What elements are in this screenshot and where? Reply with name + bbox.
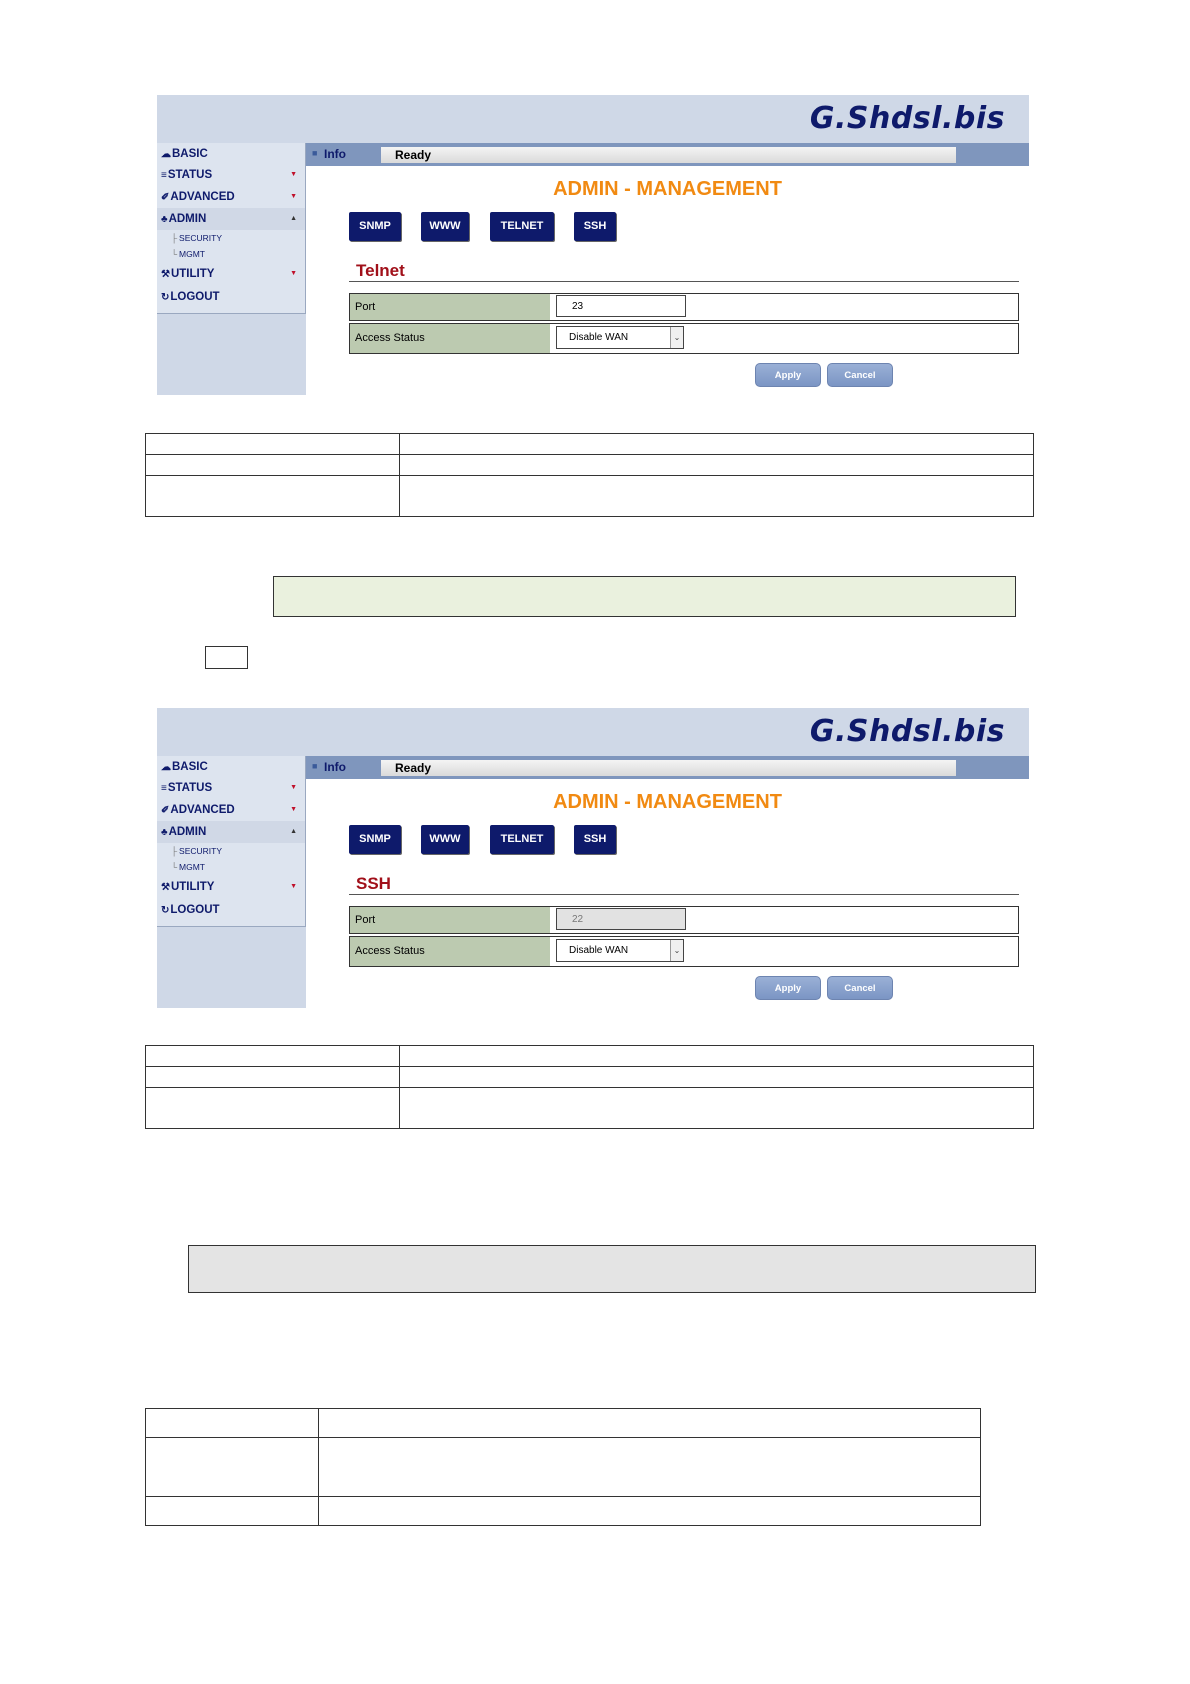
description-table-1 xyxy=(145,433,1034,517)
table-row xyxy=(146,455,1034,476)
table-cell xyxy=(319,1438,981,1497)
menu-item-status[interactable] xyxy=(157,777,305,799)
port-label: Port xyxy=(350,294,552,320)
menu-item-status[interactable] xyxy=(157,164,305,186)
table-cell xyxy=(146,1067,400,1088)
menu-item-admin[interactable] xyxy=(157,208,305,230)
page-title: ADMIN - MANAGEMENT xyxy=(553,791,782,813)
menu-item-label: ADVANCED xyxy=(170,191,235,203)
tab-telnet[interactable]: TELNET xyxy=(490,212,554,241)
status-field: Ready xyxy=(381,760,956,776)
port-row xyxy=(349,293,1019,321)
sidebar-menu xyxy=(157,756,306,927)
tree-branch-icon: ├ xyxy=(171,846,178,856)
tree-branch-icon: ├ xyxy=(171,233,178,243)
access-status-row xyxy=(349,936,1019,967)
menu-item-label: UTILITY xyxy=(170,268,215,280)
menu-item-advanced[interactable] xyxy=(157,799,305,821)
brand-logo: G.Shdsl.bis xyxy=(809,101,1005,136)
note-box xyxy=(188,1245,1036,1293)
port-input[interactable]: 22 xyxy=(556,908,686,930)
cloud-icon: ☁ xyxy=(161,149,171,160)
chevron-down-icon: ⌄ xyxy=(670,940,683,961)
status-icon: ≡ xyxy=(161,170,167,181)
chevron-down-icon: ▼ xyxy=(290,806,297,813)
tab-snmp[interactable]: SNMP xyxy=(349,212,401,241)
section-title: SSH xyxy=(356,874,391,893)
table-cell xyxy=(146,476,400,517)
access-status-label: Access Status xyxy=(350,937,552,966)
table-cell xyxy=(400,1067,1034,1088)
menu-item-label: ADVANCED xyxy=(170,804,235,816)
logout-icon: ↻ xyxy=(161,905,170,916)
submenu-item-label: MGMT xyxy=(179,249,205,259)
menu-item-utility[interactable] xyxy=(157,263,305,285)
menu-item-label: ADMIN xyxy=(168,213,207,225)
description-table-3 xyxy=(145,1408,981,1526)
submenu-item-mgmt[interactable] xyxy=(171,860,205,874)
table-cell xyxy=(400,1088,1034,1129)
table-cell xyxy=(146,1088,400,1129)
table-row xyxy=(146,1438,981,1497)
step-box xyxy=(205,646,248,669)
table-cell xyxy=(146,1046,400,1067)
menu-item-label: STATUS xyxy=(167,169,213,181)
info-dot-icon: ■ xyxy=(312,761,318,771)
menu-item-label: STATUS xyxy=(167,782,213,794)
menu-item-label: UTILITY xyxy=(170,881,215,893)
cancel-button[interactable]: Cancel xyxy=(827,976,893,1000)
chevron-down-icon: ▼ xyxy=(290,270,297,277)
menu-item-label: BASIC xyxy=(172,761,208,773)
status-icon: ≡ xyxy=(161,783,167,794)
info-label: Info xyxy=(324,760,346,774)
sidebar-menu xyxy=(157,143,306,314)
submenu-item-security[interactable] xyxy=(171,844,222,858)
access-status-row xyxy=(349,323,1019,354)
table-row xyxy=(146,434,1034,455)
menu-item-label: ADMIN xyxy=(168,826,207,838)
section-divider xyxy=(349,281,1019,282)
access-status-value: Disable WAN xyxy=(569,945,629,956)
port-row xyxy=(349,906,1019,934)
table-cell xyxy=(146,1497,319,1526)
tab-ssh[interactable]: SSH xyxy=(574,825,616,854)
router-ui-screenshot-telnet xyxy=(157,95,1029,395)
table-cell xyxy=(319,1409,981,1438)
sidebar xyxy=(157,756,306,1008)
menu-item-label: LOGOUT xyxy=(170,904,220,916)
submenu-item-security[interactable] xyxy=(171,231,222,245)
chevron-down-icon: ▼ xyxy=(290,193,297,200)
tree-branch-icon: └ xyxy=(171,249,178,259)
section-title: Telnet xyxy=(356,261,405,280)
tab-ssh[interactable]: SSH xyxy=(574,212,616,241)
pencil-icon: ✐ xyxy=(161,805,170,816)
table-cell xyxy=(400,476,1034,517)
port-label: Port xyxy=(350,907,552,933)
pencil-icon: ✐ xyxy=(161,192,170,203)
tools-icon: ⚒ xyxy=(161,882,170,893)
main-content xyxy=(306,779,1029,1008)
table-cell xyxy=(146,455,400,476)
apply-button[interactable]: Apply xyxy=(755,976,821,1000)
table-row xyxy=(146,1497,981,1526)
table-cell xyxy=(400,1046,1034,1067)
tab-telnet[interactable]: TELNET xyxy=(490,825,554,854)
chevron-down-icon: ⌄ xyxy=(670,327,683,348)
chevron-down-icon: ▼ xyxy=(290,171,297,178)
menu-item-logout[interactable] xyxy=(157,899,305,921)
menu-item-basic[interactable] xyxy=(157,143,305,165)
info-bar xyxy=(306,143,1029,166)
page-title: ADMIN - MANAGEMENT xyxy=(553,178,782,200)
info-label: Info xyxy=(324,147,346,161)
table-cell xyxy=(319,1497,981,1526)
chevron-up-icon: ▲ xyxy=(290,215,297,222)
note-box xyxy=(273,576,1016,617)
table-cell xyxy=(400,434,1034,455)
table-cell xyxy=(146,1438,319,1497)
chevron-down-icon: ▼ xyxy=(290,883,297,890)
table-row xyxy=(146,1046,1034,1067)
table-cell xyxy=(400,455,1034,476)
port-input[interactable]: 23 xyxy=(556,295,686,317)
admin-icon: ♣ xyxy=(161,214,168,225)
table-row xyxy=(146,1409,981,1438)
menu-item-advanced[interactable] xyxy=(157,186,305,208)
access-status-select[interactable] xyxy=(556,326,684,349)
tab-www[interactable]: WWW xyxy=(421,825,469,854)
tools-icon: ⚒ xyxy=(161,269,170,280)
menu-item-logout[interactable] xyxy=(157,286,305,308)
router-ui-screenshot-ssh xyxy=(157,708,1029,1008)
table-cell xyxy=(146,1409,319,1438)
chevron-up-icon: ▲ xyxy=(290,828,297,835)
access-status-value: Disable WAN xyxy=(569,332,629,343)
logout-icon: ↻ xyxy=(161,292,170,303)
menu-item-label: LOGOUT xyxy=(170,291,220,303)
section-divider xyxy=(349,894,1019,895)
table-row xyxy=(146,476,1034,517)
header-banner xyxy=(157,708,1029,756)
submenu-item-mgmt[interactable] xyxy=(171,247,205,261)
access-status-select[interactable] xyxy=(556,939,684,962)
info-bar xyxy=(306,756,1029,779)
table-cell xyxy=(146,434,400,455)
tab-www[interactable]: WWW xyxy=(421,212,469,241)
chevron-down-icon: ▼ xyxy=(290,784,297,791)
tab-snmp[interactable]: SNMP xyxy=(349,825,401,854)
menu-item-label: BASIC xyxy=(172,148,208,160)
cancel-button[interactable]: Cancel xyxy=(827,363,893,387)
tree-branch-icon: └ xyxy=(171,862,178,872)
menu-item-utility[interactable] xyxy=(157,876,305,898)
menu-item-basic[interactable] xyxy=(157,756,305,778)
table-row xyxy=(146,1088,1034,1129)
menu-item-admin[interactable] xyxy=(157,821,305,843)
table-row xyxy=(146,1067,1034,1088)
submenu-item-label: SECURITY xyxy=(179,233,223,243)
status-field: Ready xyxy=(381,147,956,163)
access-status-label: Access Status xyxy=(350,324,552,353)
submenu-item-label: MGMT xyxy=(179,862,205,872)
cloud-icon: ☁ xyxy=(161,762,171,773)
brand-logo: G.Shdsl.bis xyxy=(809,714,1005,749)
admin-icon: ♣ xyxy=(161,827,168,838)
main-content xyxy=(306,166,1029,395)
apply-button[interactable]: Apply xyxy=(755,363,821,387)
description-table-2 xyxy=(145,1045,1034,1129)
header-banner xyxy=(157,95,1029,143)
info-dot-icon: ■ xyxy=(312,148,318,158)
sidebar xyxy=(157,143,306,395)
submenu-item-label: SECURITY xyxy=(179,846,223,856)
